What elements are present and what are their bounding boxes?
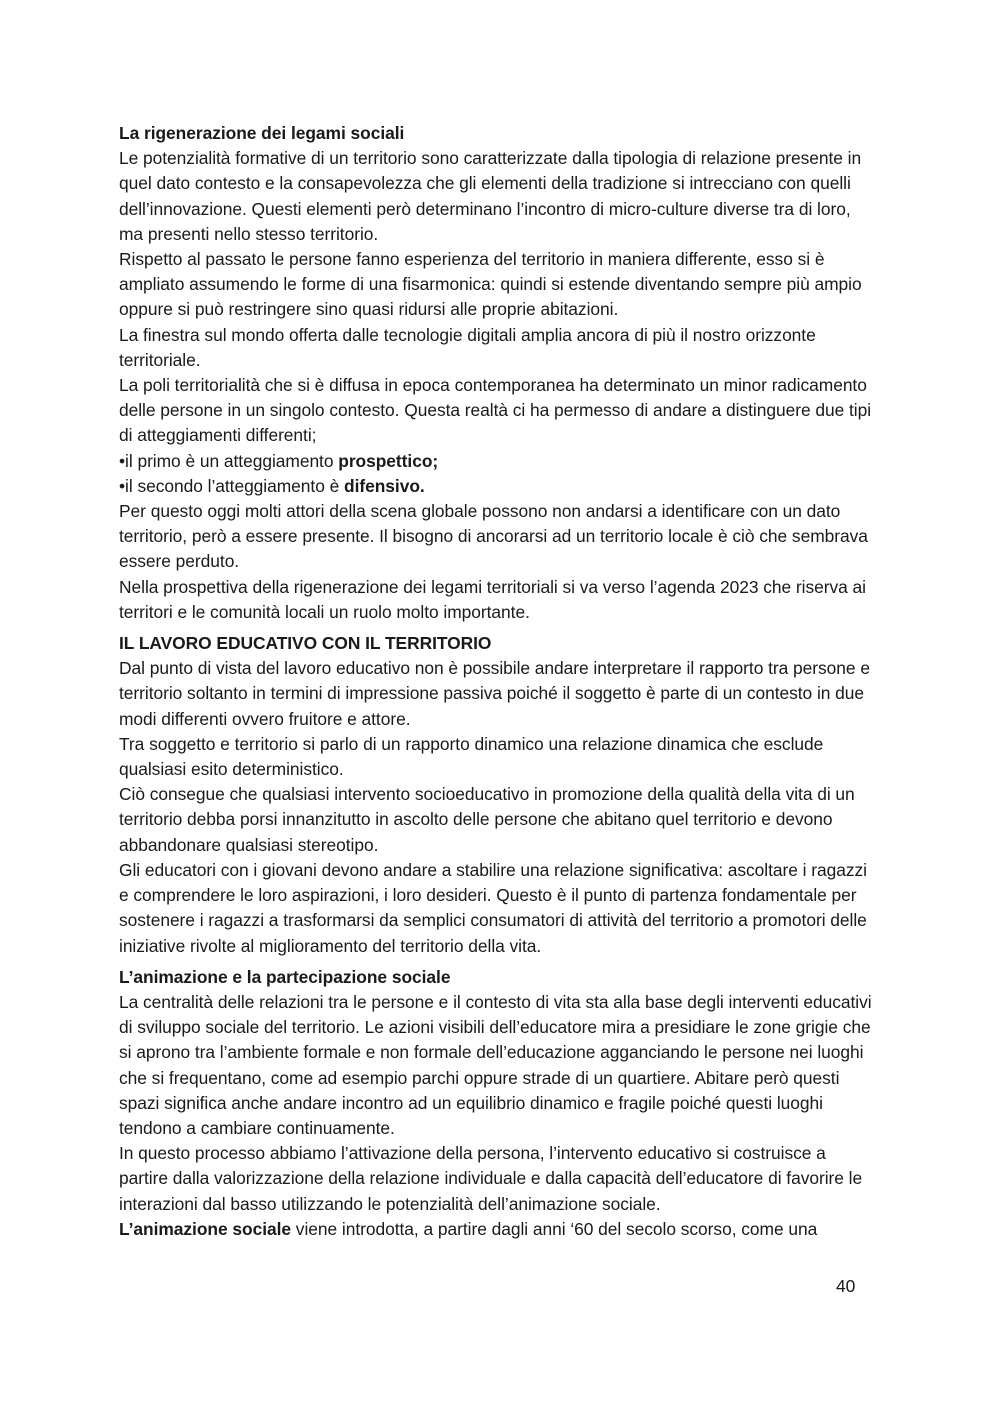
paragraph: Tra soggetto e territorio si parlo di un rapporto dinamico una relazione dinamica che esclude qualsiasi esito deterministico. [119,733,824,780]
section-heading-animazione: L’animazione e la partecipazione sociale [119,966,451,987]
paragraph: Gli educatori con i giovani devono andare a stabilire una relazione significativa: ascoltare i ragazzi e comprendere le loro aspirazioni, i loro desideri. Questo è il punto di partenza fondamentale per sostenere i ragazzi a trasformarsi da semplici consumatori di attività del territorio a promotori delle iniziative rivolte al miglioramento del territorio della vita. [119,859,867,956]
paragraph: La poli territorialità che si è diffusa in epoca contemporanea ha determinato un minor radicamento delle persone in un singolo contesto. Questa realtà ci ha permesso di andare a distinguere due tipi di atteggiamenti differenti; [119,375,872,446]
bullet-bold-term: prospettico; [338,450,439,471]
bullet-bold-term: difensivo. [344,475,425,496]
bullet-item-prospettico [119,449,879,474]
bullet-item-difensivo [119,474,879,499]
paragraph: Ciò consegue che qualsiasi intervento socioeducativo in promozione della qualità della vita di un territorio debba porsi innanzitutto in ascolto delle persone che abitano quel territorio e devono abbandonare qualsiasi stereotipo. [119,784,855,855]
paragraph: Le potenzialità formative di un territorio sono caratterizzate dalla tipologia di relazione presente in quel dato contesto e la consapevolezza che gli elementi della tradizione si intrecciano con quelli dell’innovazione. Questi elementi però determinano l’incontro di micro-culture diverse tra di loro, ma presenti nello stesso territorio. [119,148,862,244]
bullet-text: •il secondo l’atteggiamento è [119,475,345,496]
paragraph: Per questo oggi molti attori della scena globale possono non andarsi a identificare con un dato territorio, però a essere presente. Il bisogno di ancorarsi ad un territorio locale è ciò che sembrava essere perduto. [119,501,868,572]
paragraph: In questo processo abbiamo l’attivazione della persona, l’intervento educativo si costruisce a partire dalla valorizzazione della relazione individuale e dalla capacità dell’educatore di favorire le interazioni dal basso utilizzando le potenzialità dell’animazione sociale. [119,1143,863,1214]
page-number: 40 [836,1276,856,1296]
paragraph: La finestra sul mondo offerta dalle tecnologie digitali amplia ancora di più il nostro orizzonte territoriale. [119,324,816,370]
document-body [119,121,879,1242]
bullet-text: •il primo è un atteggiamento [119,450,339,471]
paragraph-text: viene introdotta, a partire dagli anni ‘60 del secolo scorso, come una [291,1218,818,1239]
section-heading-rigenerazione: La rigenerazione dei legami sociali [119,123,405,143]
paragraph: Nella prospettiva della rigenerazione dei legami territoriali si va verso l’agenda 2023 che riserva ai territori e le comunità locali un ruolo molto importante. [119,576,866,622]
section-heading-lavoro-educativo: IL LAVORO EDUCATIVO CON IL TERRITORIO [119,633,492,654]
paragraph [119,1217,879,1242]
paragraph: La centralità delle relazioni tra le persone e il contesto di vita sta alla base degli interventi educativi di sviluppo sociale del territorio. Le azioni visibili dell’educatore mira a presidiare le zone grigie che si aprono tra l’ambiente formale e non formale dell’educazione agganciando le persone nei luoghi che si frequentano, come ad esempio parchi oppure strade di un quartiere. Abitare però questi spazi significa anche andare incontro ad un equilibrio dinamico e fragile poiché questi luoghi tendono a cambiare continuamente. [119,991,872,1138]
paragraph: Dal punto di vista del lavoro educativo non è possibile andare interpretare il rapporto tra persone e territorio soltanto in termini di impressione passiva poiché il soggetto è parte di un contesto in due modi differenti ovvero fruitore e attore. [119,658,870,729]
paragraph: Rispetto al passato le persone fanno esperienza del territorio in maniera differente, esso si è ampliato assumendo le forme di una fisarmonica: quindi si estende diventando sempre più ampio oppure si può restringere sino quasi ridursi alle proprie abitazioni. [119,249,862,320]
bold-term-animazione-sociale: L’animazione sociale [119,1218,292,1239]
